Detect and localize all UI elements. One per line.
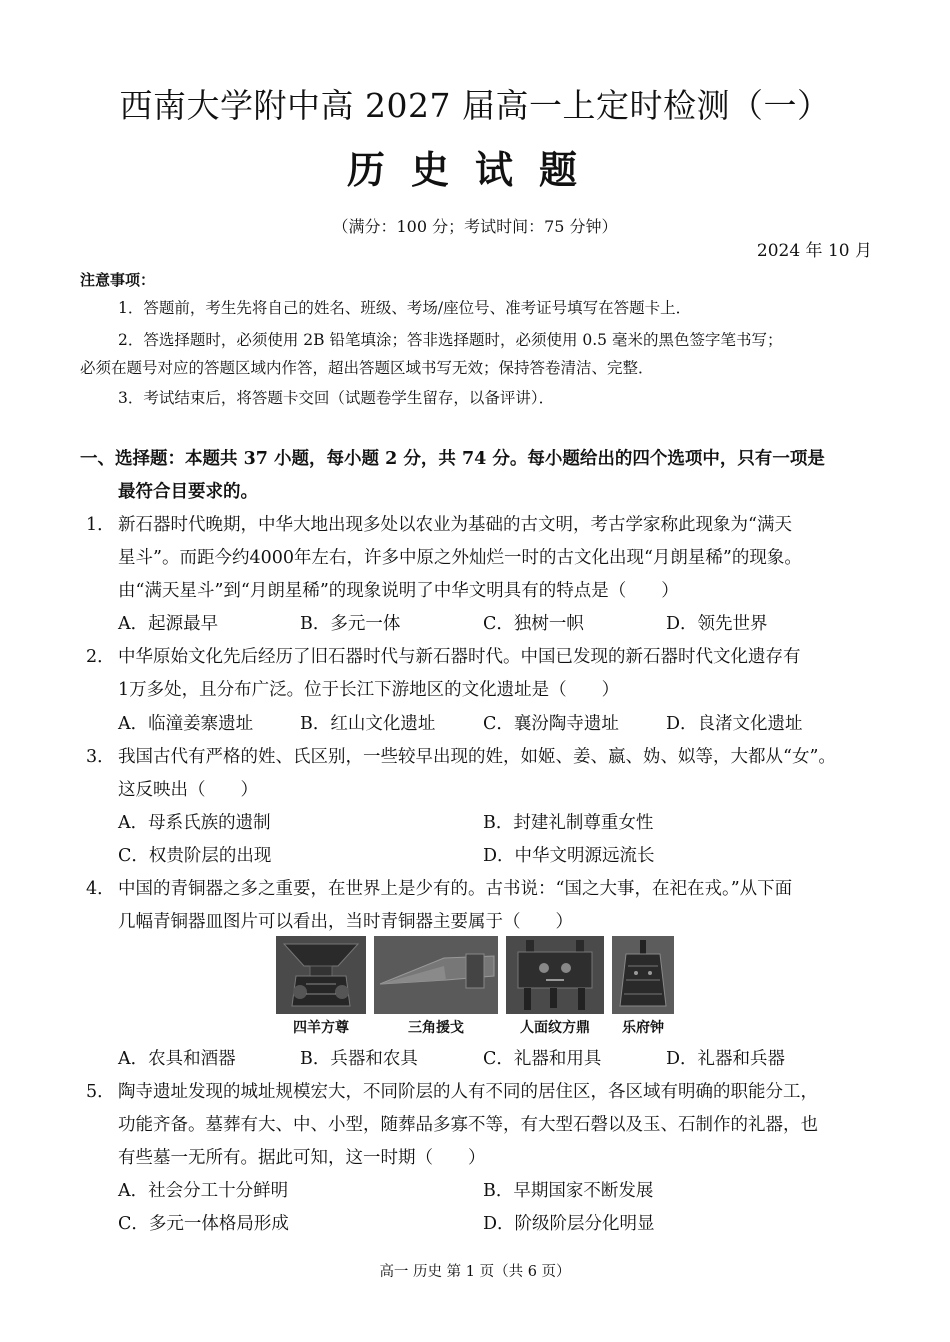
- score-time-info: （满分：100 分；考试时间：75 分钟）: [332, 217, 618, 236]
- question-1: [86, 509, 792, 542]
- question-number: 2．: [86, 647, 115, 667]
- option-a: A．起源最早: [118, 614, 219, 634]
- notice-item: 2．答选择题时，必须使用 2B 铅笔填涂；答非选择题时，必须使用 0.5 毫米的黑色签字笔书写；: [118, 331, 783, 349]
- question-text: 中国的青铜器之多之重要，在世界上是少有的。古书说：“国之大事，在祀在戎。”从下面: [118, 879, 793, 899]
- option-b: B．红山文化遗址: [300, 714, 436, 734]
- question-text: 1万多处，且分布广泛。位于长江下游地区的文化遗址是（ ）: [118, 680, 620, 700]
- section-heading-cont: 最符合目要求的。: [118, 482, 258, 502]
- question-number: 3．: [86, 747, 115, 767]
- exam-date: 2024 年 10 月: [756, 241, 872, 261]
- bronze-caption: 人面纹方鼎: [520, 1020, 590, 1036]
- bronze-ge-image: [374, 936, 498, 1014]
- question-3: [86, 741, 836, 774]
- question-4: [86, 873, 792, 906]
- question-text: 我国古代有严格的姓、氏区别，一些较早出现的姓，如姬、姜、嬴、妫、姒等，大都从“女”。: [118, 747, 836, 767]
- option-d: D．礼器和兵器: [666, 1049, 786, 1069]
- question-number: 1．: [86, 515, 115, 535]
- notice-item: 1．答题前，考生先将自己的姓名、班级、考场/座位号、准考证号填写在答题卡上．: [118, 299, 692, 317]
- option-d: D．中华文明源远流长: [483, 846, 655, 866]
- option-c: C．襄汾陶寺遗址: [483, 714, 619, 734]
- question-text: 新石器时代晚期，中华大地出现多处以农业为基础的古文明，考古学家称此现象为“满天: [118, 515, 792, 535]
- option-a: A．临潼姜寨遗址: [118, 714, 254, 734]
- question-text: 有些墓一无所有。据此可知，这一时期（ ）: [118, 1148, 486, 1168]
- question-text: 由“满天星斗”到“月朗星稀”的现象说明了中华文明具有的特点是（ ）: [118, 581, 679, 601]
- question-text: 中华原始文化先后经历了旧石器时代与新石器时代。中国已发现的新石器时代文化遗存有: [118, 647, 801, 667]
- bronze-caption: 乐府钟: [622, 1020, 664, 1036]
- option-d: D．领先世界: [666, 614, 768, 634]
- question-text: 几幅青铜器皿图片可以看出，当时青铜器主要属于（ ）: [118, 912, 573, 932]
- bronze-caption: 三角援戈: [408, 1020, 464, 1036]
- option-c: C．礼器和用具: [483, 1049, 602, 1069]
- notice-title: 注意事项：: [80, 271, 156, 289]
- question-text: 功能齐备。墓葬有大、中、小型，随葬品多寡不等，有大型石磬以及玉、石制作的礼器，也: [118, 1115, 818, 1135]
- exam-title: 西南大学附中高 2027 届高一上定时检测（一）: [119, 86, 831, 125]
- notice-item: 3．考试结束后，将答题卡交回（试题卷学生留存，以备评讲）．: [118, 389, 555, 407]
- question-text: 星斗”。而距今约4000年左右，许多中原之外灿烂一时的古文化出现“月朗星稀”的现象。: [118, 548, 802, 568]
- bronze-caption: 四羊方尊: [293, 1020, 349, 1036]
- subject-title: 历史试题: [346, 147, 603, 192]
- option-c: C．独树一帜: [483, 614, 584, 634]
- bronze-bell-image: [612, 936, 674, 1014]
- question-number: 5．: [86, 1082, 115, 1102]
- bronze-images: [274, 936, 674, 1040]
- option-a: A．社会分工十分鲜明: [118, 1181, 289, 1201]
- option-d: D．良渚文化遗址: [666, 714, 803, 734]
- option-d: D．阶级阶层分化明显: [483, 1214, 655, 1234]
- question-text: 陶寺遗址发现的城址规模宏大，不同阶层的人有不同的居住区，各区域有明确的职能分工，: [118, 1082, 818, 1102]
- question-2: [86, 641, 801, 674]
- option-b: B．多元一体: [300, 614, 401, 634]
- option-b: B．封建礼制尊重女性: [483, 813, 654, 833]
- option-b: B．早期国家不断发展: [483, 1181, 654, 1201]
- option-a: A．农具和酒器: [118, 1049, 236, 1069]
- bronze-ding-image: [506, 936, 604, 1014]
- notice-item: 必须在题号对应的答题区域内作答，超出答题区域书写无效；保持答卷清洁、完整．: [80, 359, 654, 377]
- question-number: 4．: [86, 879, 115, 899]
- option-c: C．权贵阶层的出现: [118, 846, 272, 866]
- question-text: 这反映出（ ）: [118, 780, 258, 800]
- page-footer: 高一 历史 第 1 页（共 6 页）: [379, 1264, 571, 1280]
- option-c: C．多元一体格局形成: [118, 1214, 289, 1234]
- option-b: B．兵器和农具: [300, 1049, 418, 1069]
- option-a: A．母系氏族的遗制: [118, 813, 271, 833]
- section-heading: 一、选择题：本题共 37 小题，每小题 2 分，共 74 分。每小题给出的四个选项中，只有一项是: [80, 449, 825, 469]
- bronze-zun-image: [276, 936, 366, 1014]
- question-5: [86, 1076, 818, 1109]
